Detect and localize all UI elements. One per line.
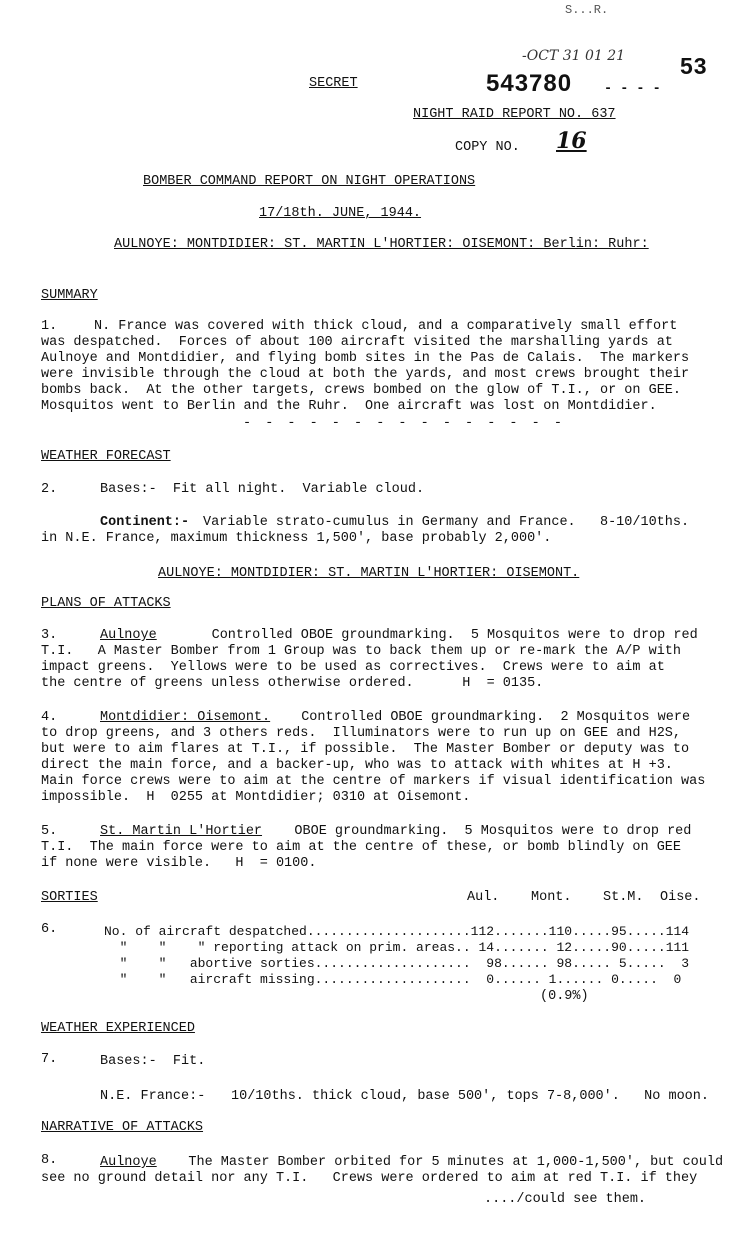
secret-label: SECRET	[309, 76, 358, 91]
continent-forecast: Variable strato-cumulus in Germany and France. 8-10/10ths.	[203, 515, 690, 530]
plan-text: but were to aim flares at T.I., if possible. The Master Bomber or deputy was to	[41, 742, 690, 757]
paragraph-number: 6.	[41, 922, 58, 937]
column-header-montdidier: Mont.	[531, 890, 572, 905]
paragraph-number: 2.	[41, 482, 58, 497]
report-date: 17/18th. JUNE, 1944.	[259, 206, 422, 221]
paragraph-number: 8.	[41, 1153, 58, 1168]
plan-text: Controlled OBOE groundmarking. 5 Mosquitos were to drop red	[163, 628, 698, 643]
reference-dashes: - - - -	[604, 82, 661, 97]
paragraph-number: 7.	[41, 1052, 58, 1067]
summary-line: N. France was covered with thick cloud, and a comparatively small effort	[94, 319, 678, 334]
column-header-aulnoye: Aul.	[467, 890, 500, 905]
section-targets: AULNOYE: MONTDIDIER: ST. MARTIN L'HORTIER: OISEMONT.	[158, 566, 580, 581]
nf-france-weather: 10/10ths. thick cloud, base 500', tops 7-8,000'. No moon.	[231, 1089, 709, 1104]
sorties-row: " " " reporting attack on prim. areas.. 14....... 12.....90.....111	[104, 940, 690, 955]
section-divider: - - - - - - - - - - - - - - -	[243, 416, 565, 431]
column-header-oisemont: Oise.	[660, 890, 701, 905]
plan-target: Aulnoye	[100, 628, 157, 643]
column-header-st-martin: St.M.	[603, 890, 644, 905]
weather-experienced-heading: WEATHER EXPERIENCED	[41, 1021, 195, 1036]
plan-text: Main force crews were to aim at the centre of markers if visual identification was	[41, 774, 706, 789]
sorties-row: " " aircraft missing.................... 0...... 1...... 0..... 0	[104, 972, 682, 987]
summary-line: Mosquitos went to Berlin and the Ruhr. One aircraft was lost on Montdidier.	[41, 399, 657, 414]
paragraph-number: 4.	[41, 710, 58, 725]
copy-number: 16	[556, 128, 587, 154]
paragraph-number: 3.	[41, 628, 58, 643]
plan-text: Controlled OBOE groundmarking. 2 Mosquitos were	[285, 710, 691, 725]
continent-forecast: in N.E. France, maximum thickness 1,500', base probably 2,000'.	[41, 531, 552, 546]
plan-text: direct the main force, and a backer-up, who was to attack with whites at H +3.	[41, 758, 673, 773]
summary-line: were invisible through the cloud at both the yards, and most crews brought their	[41, 367, 690, 382]
sorties-row: No. of aircraft despatched.....................112.......110.....95.....114	[104, 924, 690, 939]
paragraph-number: 1.	[41, 319, 58, 334]
nf-france-label: N.E. France:-	[100, 1089, 206, 1104]
continent-label: Continent:-	[100, 515, 190, 530]
report-number: NIGHT RAID REPORT NO. 637	[413, 107, 616, 122]
report-title: BOMBER COMMAND REPORT ON NIGHT OPERATIONS	[143, 174, 476, 189]
plan-target: Montdidier: Oisemont.	[100, 710, 271, 725]
narrative-text: The Master Bomber orbited for 5 minutes at 1,000-1,500', but could	[156, 1155, 724, 1170]
plan-text: T.I. A Master Bomber from 1 Group was to back them up or re-mark the A/P with	[41, 644, 682, 659]
handwritten-date: -OCT 31 01 21	[522, 48, 626, 64]
continuation-note: ..../could see them.	[484, 1192, 647, 1207]
plan-text: if none were visible. H = 0100.	[41, 856, 317, 871]
targets-line: AULNOYE: MONTDIDIER: ST. MARTIN L'HORTIER: OISEMONT: Berlin: Ruhr:	[114, 237, 649, 252]
weather-forecast-heading: WEATHER FORECAST	[41, 449, 171, 464]
paragraph-number: 5.	[41, 824, 58, 839]
plan-text: impact greens. Yellows were to be used as correctives. Crews were to aim at	[41, 660, 665, 675]
reference-number: 543780	[486, 70, 573, 97]
narrative-target: Aulnoye	[100, 1155, 157, 1170]
sorties-row: " " abortive sorties.................... 98...... 98..... 5..... 3	[104, 956, 690, 971]
plan-target: St. Martin L'Hortier	[100, 824, 263, 839]
sorties-heading: SORTIES	[41, 890, 98, 905]
bases-experienced: Bases:- Fit.	[100, 1054, 206, 1069]
copy-label: COPY NO.	[455, 140, 520, 155]
bases-forecast: Bases:- Fit all night. Variable cloud.	[100, 482, 425, 497]
top-stamp: S...R.	[565, 3, 609, 17]
plans-heading: PLANS OF ATTACKS	[41, 596, 171, 611]
page-number: 53	[680, 53, 708, 79]
summary-heading: SUMMARY	[41, 288, 98, 303]
plan-text: T.I. The main force were to aim at the centre of these, or bomb blindly on GEE	[41, 840, 682, 855]
plan-text: the centre of greens unless otherwise ordered. H = 0135.	[41, 676, 544, 691]
summary-line: was despatched. Forces of about 100 aircraft visited the marshalling yards at	[41, 335, 673, 350]
narrative-heading: NARRATIVE OF ATTACKS	[41, 1120, 204, 1135]
loss-percentage-note: (0.9%)	[540, 989, 589, 1004]
plan-text: impossible. H 0255 at Montdidier; 0310 at Oisemont.	[41, 790, 471, 805]
plan-text: to drop greens, and 3 others reds. Illuminators were to run up on GEE and H2S,	[41, 726, 682, 741]
summary-line: Aulnoye and Montdidier, and flying bomb sites in the Pas de Calais. The markers	[41, 351, 690, 366]
plan-text: OBOE groundmarking. 5 Mosquitos were to drop red	[262, 824, 692, 839]
summary-line: bombs back. At the other targets, crews bombed on the glow of T.I., or on GEE.	[41, 383, 682, 398]
narrative-text: see no ground detail nor any T.I. Crews were ordered to aim at red T.I. if they	[41, 1171, 698, 1186]
